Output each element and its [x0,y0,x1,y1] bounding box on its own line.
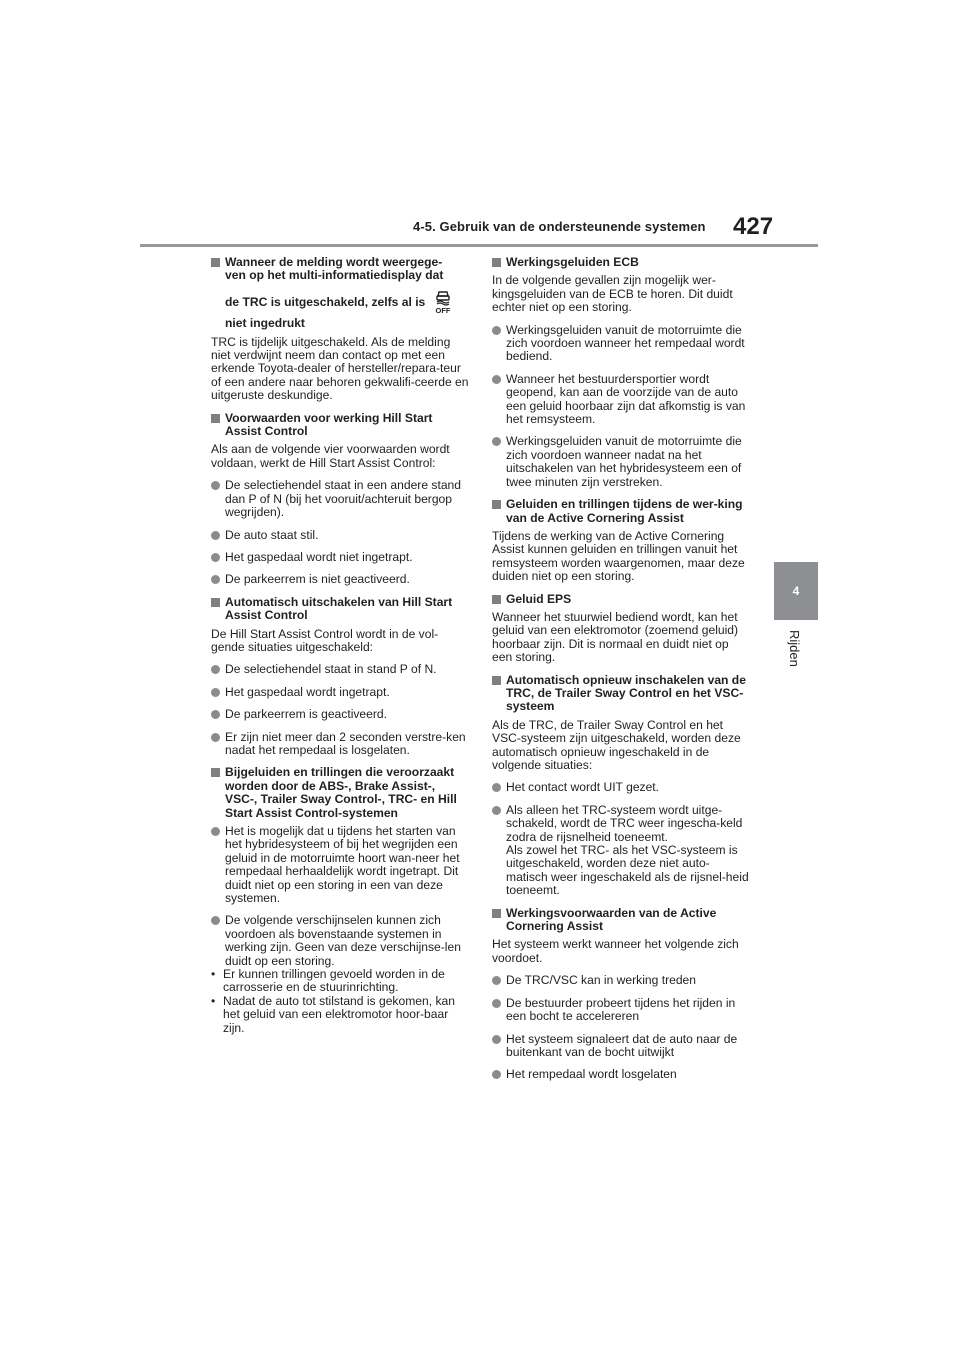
list-item: Als alleen het TRC-systeem wordt uitge-schakeld, wordt de TRC weer ingescha-keld zodra de rijsnelheid toeneemt. Als zowel het TRC- als het VSC-systeem is uitgeschakeld, worden deze niet auto-matisch weer ingeschakeld als de rijsnel-heid toeneemt. [492,804,750,898]
list-item: De selectiehendel staat in stand P of N. [211,663,469,676]
section-heading: Geluid EPS [492,593,750,606]
square-bullet-icon [492,676,501,685]
header-rule [140,244,818,247]
section-heading: Wanneer de melding wordt weergege- ven op het multi-informatiedisplay dat de TRC is uitgeschakeld, zelfs al is OFF niet ingedrukt [211,256,469,331]
paragraph: De Hill Start Assist Control wordt in de vol-gende situaties uitgeschakeld: [211,626,439,654]
square-bullet-icon [492,595,501,604]
square-bullet-icon [211,414,220,423]
paragraph: Als de TRC, de Trailer Sway Control en het VSC-systeem zijn uitgeschakeld, worden deze automatisch opnieuw ingeschakeld in de volgende situaties: [492,717,741,772]
list-item: Er zijn niet meer dan 2 seconden verstre-ken nadat het rempedaal is losgelaten. [211,731,469,758]
list-item: Wanneer het bestuurdersportier wordt geopend, kan aan de voorzijde van de auto een geluid hoorbaar zijn dat afkomstig is van het remsysteem. [492,373,750,427]
square-bullet-icon [211,768,220,777]
paragraph: TRC is tijdelijk uitgeschakeld. Als de melding niet verdwijnt neem dan contact op met een erkende Toyota-dealer of hersteller/repara-teur of een andere naar behoren gekwalifi-ceerde en uitgeruste deskundige. [211,334,469,403]
square-bullet-icon [492,909,501,918]
paragraph: Tijdens de werking van de Active Cornering Assist kunnen geluiden en trillingen vanuit het remsysteem worden waargenomen, maar deze duiden niet op een storing. [492,528,745,584]
sub-list-item: • Er kunnen trillingen gevoeld worden in de carrosserie en de stuurinrichting. [211,967,445,995]
list-item: De TRC/VSC kan in werking treden [492,974,750,987]
round-bullet-icon [211,575,220,584]
list-item: Het rempedaal wordt losgelaten [492,1068,750,1081]
paragraph: In de volgende gevallen zijn mogelijk wer-kingsgeluiden van de ECB te horen. Dit duidt echter niet op een storing. [492,273,733,315]
round-bullet-icon [492,1070,501,1079]
chapter-label: Rijden [787,630,802,667]
round-bullet-icon [492,783,501,792]
section-heading: Automatisch opnieuw inschakelen van de TRC, de Trailer Sway Control en het VSC-systeem [492,674,750,714]
list-item: Het systeem signaleert dat de auto naar de buitenkant van de bocht uitwijkt [492,1033,750,1060]
square-bullet-icon [492,500,501,509]
round-bullet-icon [211,688,220,697]
paragraph: Als aan de volgende vier voorwaarden wordt voldaan, werkt de Hill Start Assist Control: [211,442,450,470]
round-bullet-icon [211,531,220,540]
list-item: Werkingsgeluiden vanuit de motorruimte die zich voordoen wanneer nadat na het uitschakelen van het hybridesysteem een of twee minuten zijn verstreken. [492,435,750,489]
section-heading: Geluiden en trillingen tijdens de wer-king van de Active Cornering Assist [492,498,750,525]
round-bullet-icon [492,999,501,1008]
round-bullet-icon [211,916,220,925]
round-bullet-icon [211,710,220,719]
list-item: Werkingsgeluiden vanuit de motorruimte die zich voordoen wanneer het rempedaal wordt bediend. [492,324,750,364]
list-item: Het contact wordt UIT gezet. [492,781,750,794]
round-bullet-icon [492,806,501,815]
list-item: Het is mogelijk dat u tijdens het starten van het hybridesysteem of bij het wegrijden een geluid in de motorruimte hoort wan-neer het rempedaal herhaaldelijk wordt ingetrapt. Dit duidt niet op een storing in een van deze systemen. [211,825,469,905]
list-item: De bestuurder probeert tijdens het rijden in een bocht te accelereren [492,997,750,1024]
list-item: De auto staat stil. [211,529,469,542]
list-item: Het gaspedaal wordt niet ingetrapt. [211,551,469,564]
section-heading: Automatisch uitschakelen van Hill Start Assist Control [211,596,469,623]
section-title: 4-5. Gebruik van de ondersteunende systemen [413,219,706,234]
square-bullet-icon [211,258,220,267]
right-column [492,256,750,1091]
list-item: De parkeerrem is niet geactiveerd. [211,573,469,586]
paragraph: Het systeem werkt wanneer het volgende zich voordoet. [492,937,739,965]
round-bullet-icon [211,665,220,674]
list-item: Het gaspedaal wordt ingetrapt. [211,686,469,699]
list-item: De parkeerrem is geactiveerd. [211,708,469,721]
round-bullet-icon [211,481,220,490]
list-item: De volgende verschijnselen kunnen zich voordoen als bovenstaande systemen in werking zijn. Geen van deze verschijnse-len duidt op een storing. [211,914,469,968]
svg-text:OFF: OFF [435,305,451,314]
square-bullet-icon [211,598,220,607]
chapter-number: 4 [792,584,800,598]
page-number: 427 [733,213,774,240]
left-column [211,256,469,1035]
sub-list-item: • Nadat de auto tot stilstand is gekomen, kan het geluid van een elektromotor hoor-baar zijn. [211,993,455,1035]
square-bullet-icon [492,258,501,267]
round-bullet-icon [492,326,501,335]
section-heading: Werkingsvoorwaarden van de Active Cornering Assist [492,907,750,934]
chapter-tab[interactable] [774,562,818,620]
section-heading: Voorwaarden voor werking Hill Start Assist Control [211,412,469,439]
round-bullet-icon [492,1035,501,1044]
round-bullet-icon [492,375,501,384]
round-bullet-icon [211,553,220,562]
section-heading: Werkingsgeluiden ECB [492,256,750,269]
round-bullet-icon [492,976,501,985]
round-bullet-icon [211,733,220,742]
round-bullet-icon [492,437,501,446]
section-heading: Bijgeluiden en trillingen die veroorzaakt worden door de ABS-, Brake Assist-, VSC-, Trailer Sway Control-, TRC- en Hill Start Assist Control-systemen [211,766,469,820]
list-item: De selectiehendel staat in een andere stand dan P of N (bij het vooruit/achteruit bergop wegrijden). [211,479,469,519]
round-bullet-icon [211,827,220,836]
paragraph: Wanneer het stuurwiel bediend wordt, kan het geluid van een elektromotor (zoemend geluid) hoorbaar zijn. Dit is normaal en duidt niet op een storing. [492,609,739,665]
trc-off-icon [433,290,453,317]
